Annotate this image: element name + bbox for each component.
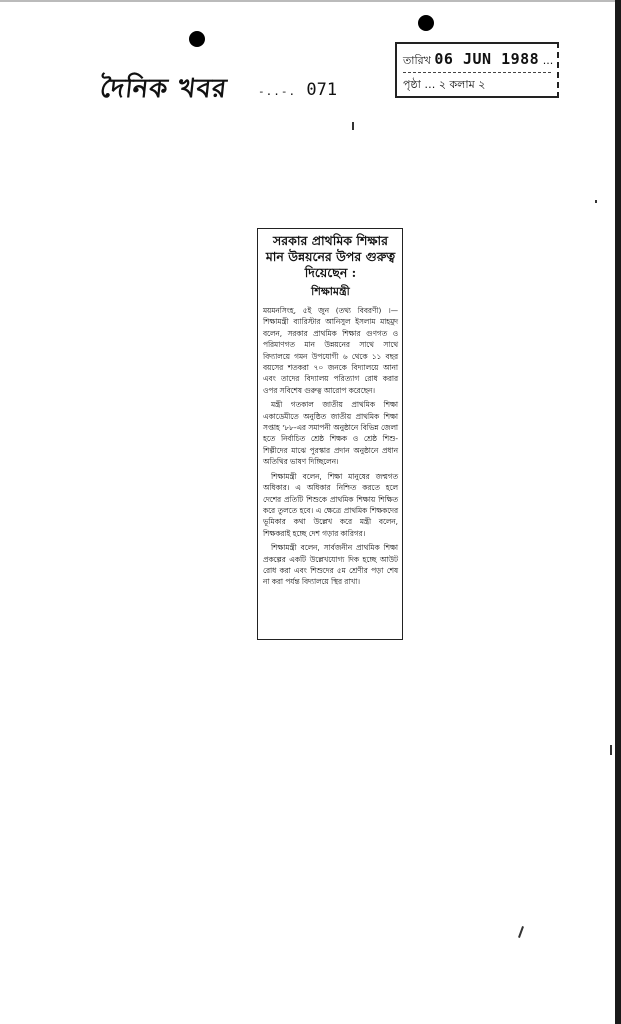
page-reference-number: 071 — [306, 80, 338, 100]
date-stamp — [395, 42, 559, 98]
clipping-subhead: শিক্ষামন্ত্রী — [311, 285, 350, 298]
stamp-date-trail: ... — [542, 54, 554, 67]
stamp-page-label: পৃষ্ঠা — [403, 78, 421, 91]
scan-top-edge — [0, 0, 621, 2]
scan-speck — [610, 745, 612, 755]
stamp-page-row: পৃষ্ঠা … ২ কলাম ২ — [403, 78, 486, 91]
page-reference — [258, 80, 337, 100]
scan-speck — [518, 926, 524, 938]
punch-hole-left — [189, 31, 205, 47]
stamp-page-value: ২ — [438, 78, 446, 91]
stamp-date-label: তারিখ — [403, 54, 431, 67]
clipping-paragraph: শিক্ষামন্ত্রী বলেন, শিক্ষা মানুষের জন্মগত অধিকার। এ অধিকার নিশ্চিত করতে হলে দেশের প্রতিটি শিশুকে প্রাথমিক শিক্ষায় শিক্ষিত করে তুলতে হবে। এ ক্ষেত্রে প্রাথমিক শিক্ষকদের ভূমিকার কথা উল্লেখ করে মন্ত্রী বলেন, শিক্ষকরাই হচ্ছে দেশ গড়ার কারিগর। — [263, 471, 398, 538]
scan-speck — [595, 200, 597, 203]
stamp-date-value: 06 JUN 1988 — [434, 50, 540, 68]
stamp-column-value: ২ — [478, 78, 486, 91]
newspaper-masthead: দৈনিক খবর — [98, 74, 229, 104]
punch-hole-right — [418, 15, 434, 31]
stamp-date-row — [403, 50, 553, 71]
clipping-paragraph: মন্ত্রী গতকাল জাতীয় প্রাথমিক শিক্ষা একাডেমীতে অনুষ্ঠিত জাতীয় প্রাথমিক শিক্ষা সপ্তাহ '৮৮-এর সমাপনী অনুষ্ঠানে বিভিন্ন জেলা হতে নির্বাচিত শ্রেষ্ঠ শিক্ষক ও শ্রেষ্ঠ শিশু-শিল্পীদের মাঝে পুরস্কার প্রদান অনুষ্ঠানে প্রধান অতিথির ভাষণ দিচ্ছিলেন। — [263, 400, 398, 467]
scan-speck — [352, 122, 354, 130]
scan-right-edge — [615, 0, 621, 1024]
page-reference-dots: -..-. — [258, 85, 297, 98]
stamp-rule — [403, 72, 551, 73]
clipping-headline: সরকার প্রাথমিক শিক্ষার মান উন্নয়নের উপর গুরুত্ব দিয়েছেন : — [265, 233, 396, 280]
clipping-paragraph: শিক্ষামন্ত্রী বলেন, সার্বজনীন প্রাথমিক শিক্ষা প্রকল্পের একটি উল্লেখযোগ্য দিক হচ্ছে আউট রোধ করা এবং শিশুদের ৫ম শ্রেণীর পড়া শেষ না করা পর্যন্ত বিদ্যালয়ে স্থির রাখা। — [263, 543, 398, 587]
stamp-column-label: কলাম — [449, 78, 475, 91]
news-clipping — [257, 228, 403, 640]
clipping-paragraph: ময়মনসিংহ, ৫ই জুন (তথ্য বিবরণী) ।— শিক্ষামন্ত্রী ব্যারিস্টার আনিসুল ইসলাম মাহমুদ বলেন, সরকার প্রাথমিক শিক্ষার গুণগত ও পরিমাণগত মান উন্নয়নের সাথে সাথে বিদ্যালয়ে গমন উপযোগী ৬ থেকে ১১ বছর বয়সের শতকরা ৭০ জনকে বিদ্যালয়ে আনা এবং তাদের বিদ্যালয় পরিত্যাগ রোধ করার ওপর সবিশেষ গুরুত্ব আরোপ করেছেন। — [263, 306, 398, 395]
